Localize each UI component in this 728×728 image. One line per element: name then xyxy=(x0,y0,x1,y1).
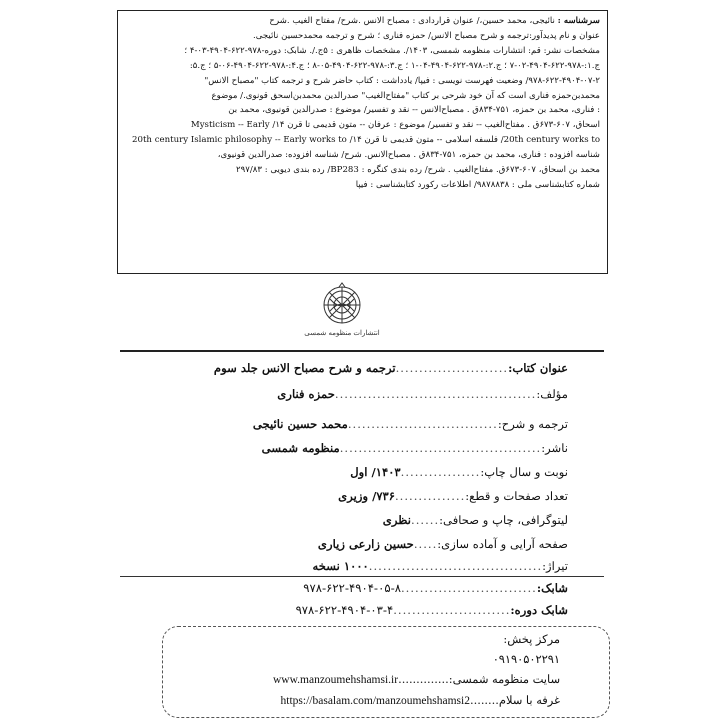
detail-dots: ................. xyxy=(400,465,481,479)
detail-row-title xyxy=(214,361,568,375)
isbn-value: ۹۷۸-۶۲۲-۴۹۰۴-۰۳-۴ xyxy=(295,603,394,617)
isbn-dots: ......................... xyxy=(393,603,511,617)
detail-row-author xyxy=(277,387,568,401)
detail-value: منظومه شمسی xyxy=(261,441,340,455)
detail-label: تیراژ: xyxy=(542,559,568,573)
cip-line: شناسه افزوده : فناری، محمد بن حمزه، ۷۵۱-۸۳۴ق . مصباح‌الانس. شرح/ شناسه افزوده: صدرالدین قونیوی، xyxy=(217,150,600,161)
detail-dots: ..... xyxy=(413,537,438,551)
detail-label: ترجمه و شرح: xyxy=(497,417,568,431)
detail-row-pages xyxy=(338,489,568,503)
basalam-row xyxy=(281,693,560,707)
cip-key: سرشناسه : xyxy=(557,16,600,26)
basalam-dots: ........ xyxy=(469,693,499,707)
website-label: سایت منظومه شمسی: xyxy=(448,672,560,686)
cip-line: محمد بن اسحاق، ۶۰۷-۶۷۳ق. مفتاح‌الغیب . شرح/ رده بندی کنگره : BP283/ رده بندی دیویی : ۲۹۷/۸۳ xyxy=(235,165,600,176)
detail-value: ۷۳۶/ وزیری xyxy=(338,489,395,503)
detail-row-layout xyxy=(318,537,568,551)
isbn-set-row xyxy=(296,603,568,617)
detail-value: حمزه فناری xyxy=(277,387,335,401)
detail-value: نظری xyxy=(382,513,412,527)
cip-line: ج.۱:-۹۷۸-۶۲۲-۴۹۰۴-۰۲-۷ ؛ ج.۲:-۹۷۸-۶۲۲-۴۹۰۴-۰۴-۱ ؛ ج.۳:-۹۷۸-۶۲۲-۴۹۰۴-۰۵-۸ ؛ ج.۴:-۹۷۸-۶۲۲-۴۹۰۴-۰۶-۵ ؛ ج.۵: xyxy=(189,60,600,71)
astrolabe-logo-icon xyxy=(304,283,380,345)
basalam-label: غرفه با سلام xyxy=(498,693,560,707)
detail-label: لیتوگرافی، چاپ و صحافی: xyxy=(439,513,568,527)
cip-line: شماره کتابشناسی ملی : ۹۸۷۸۸۳۸/ اطلاعات رکورد کتابشناسی : فیپا xyxy=(355,179,600,190)
detail-dots: ................................ xyxy=(347,417,498,431)
website-dots: .............. xyxy=(398,672,449,686)
logo-caption: انتشارات منظومه شمسی xyxy=(304,329,380,337)
detail-row-edition xyxy=(350,465,568,479)
isbn-value: ۹۷۸-۶۲۲-۴۹۰۴-۰۵-۸ xyxy=(303,581,401,595)
detail-value: حسین زارعی زیاری xyxy=(317,537,414,551)
basalam-link[interactable]: https://basalam.com/manzoumehshamsi2 xyxy=(280,695,470,707)
detail-dots: ........................................... xyxy=(339,441,542,455)
distribution-phone xyxy=(493,652,560,666)
isbn-label: شابک دوره: xyxy=(510,603,568,617)
isbn-divider xyxy=(120,576,604,577)
cip-line: محمدبن‌حمزه فناری است که آن خود شرحی بر کتاب "مفتاح‌الغیب" صدرالدین محمدبن‌اسحق قونوی./ موضوع xyxy=(211,90,600,101)
detail-row-circulation xyxy=(313,559,568,573)
detail-label: ناشر: xyxy=(541,441,568,455)
cip-line: اسحاق، ۶۰۷-۶۷۳ق . مفتاح‌الغیب -- نقد و تفسیر/ موضوع : عرفان -- متون قدیمی تا قرن ۱۴/ Mysticism -- Early xyxy=(190,120,600,131)
detail-value: محمد حسین نائیجی xyxy=(252,417,348,431)
detail-dots: ........................................... xyxy=(334,387,537,401)
phone-number: ۰۹۱۹۰۵۰۲۲۹۱ xyxy=(492,652,560,666)
cip-line: مشخصات نشر: قم: انتشارات منظومه شمسی، ۱۴۰۳/. مشخصات ظاهری : ۵ج./. شابک: دوره-۹۷۸-۶۲۲-۴۹۰۴-۰۳-۴ ؛ xyxy=(184,45,600,56)
cip-line: عنوان و نام پدیدآور:ترجمه و شرح مصباح الانس/ حمزه فناری ؛ شرح و ترجمه محمدحسین نائیجی. xyxy=(252,30,600,41)
detail-row-translator xyxy=(253,417,568,431)
cip-text: نائیجی، محمد حسین،/ عنوان قراردادی : مصباح الانس .شرح/ مفتاح الغیب .شرح xyxy=(269,16,558,26)
cip-line: : فناری، محمد بن حمزه، ۷۵۱-۸۳۴ق . مصباح‌الانس -- نقد و تفسیر/ موضوع : صدرالدین قونیوی، محمد بن xyxy=(228,105,600,116)
isbn-label: شابک: xyxy=(536,581,568,595)
top-divider xyxy=(120,350,604,352)
distribution-center-label xyxy=(503,632,560,646)
cip-line: ۹۷۸-۶۲۲-۴۹۰۴-۰۷-۲/ وضعیت فهرست نویسی : فیپا/ یادداشت : کتاب حاضر شرح و ترجمه کتاب "مصباح الانس" xyxy=(204,75,600,86)
detail-label: تعداد صفحات و قطع: xyxy=(465,489,568,503)
distribution-label: مرکز پخش: xyxy=(503,632,560,646)
detail-value: ۱۰۰۰ نسخه xyxy=(312,559,369,573)
detail-row-printing xyxy=(383,513,568,527)
detail-dots: ..................................... xyxy=(368,559,543,573)
detail-row-publisher xyxy=(262,441,568,455)
detail-dots: ........................ xyxy=(395,361,509,375)
website-row xyxy=(273,672,560,686)
detail-label: نوبت و سال چاپ: xyxy=(480,465,568,479)
detail-dots: ............... xyxy=(395,489,466,503)
detail-label: صفحه آرایی و آماده سازی: xyxy=(437,537,568,551)
detail-value: ترجمه و شرح مصباح الانس جلد سوم xyxy=(213,361,396,375)
cip-line xyxy=(125,14,600,29)
logo-graphic xyxy=(304,283,380,345)
website-link[interactable]: www.manzoumehshamsi.ir xyxy=(272,674,399,686)
isbn-row xyxy=(303,581,568,595)
detail-value: ۱۴۰۳/ اول xyxy=(350,465,401,479)
cip-line: 20th century works to/ فلسفه اسلامی -- متون قدیمی تا قرن ۱۴/ 20th century Islamic philosophy -- Early works to xyxy=(132,135,600,146)
isbn-dots: ............................. xyxy=(400,581,537,595)
detail-dots: ...... xyxy=(411,513,440,527)
detail-label: عنوان کتاب: xyxy=(508,361,568,375)
cip-box xyxy=(117,10,608,274)
detail-label: مؤلف: xyxy=(536,387,568,401)
